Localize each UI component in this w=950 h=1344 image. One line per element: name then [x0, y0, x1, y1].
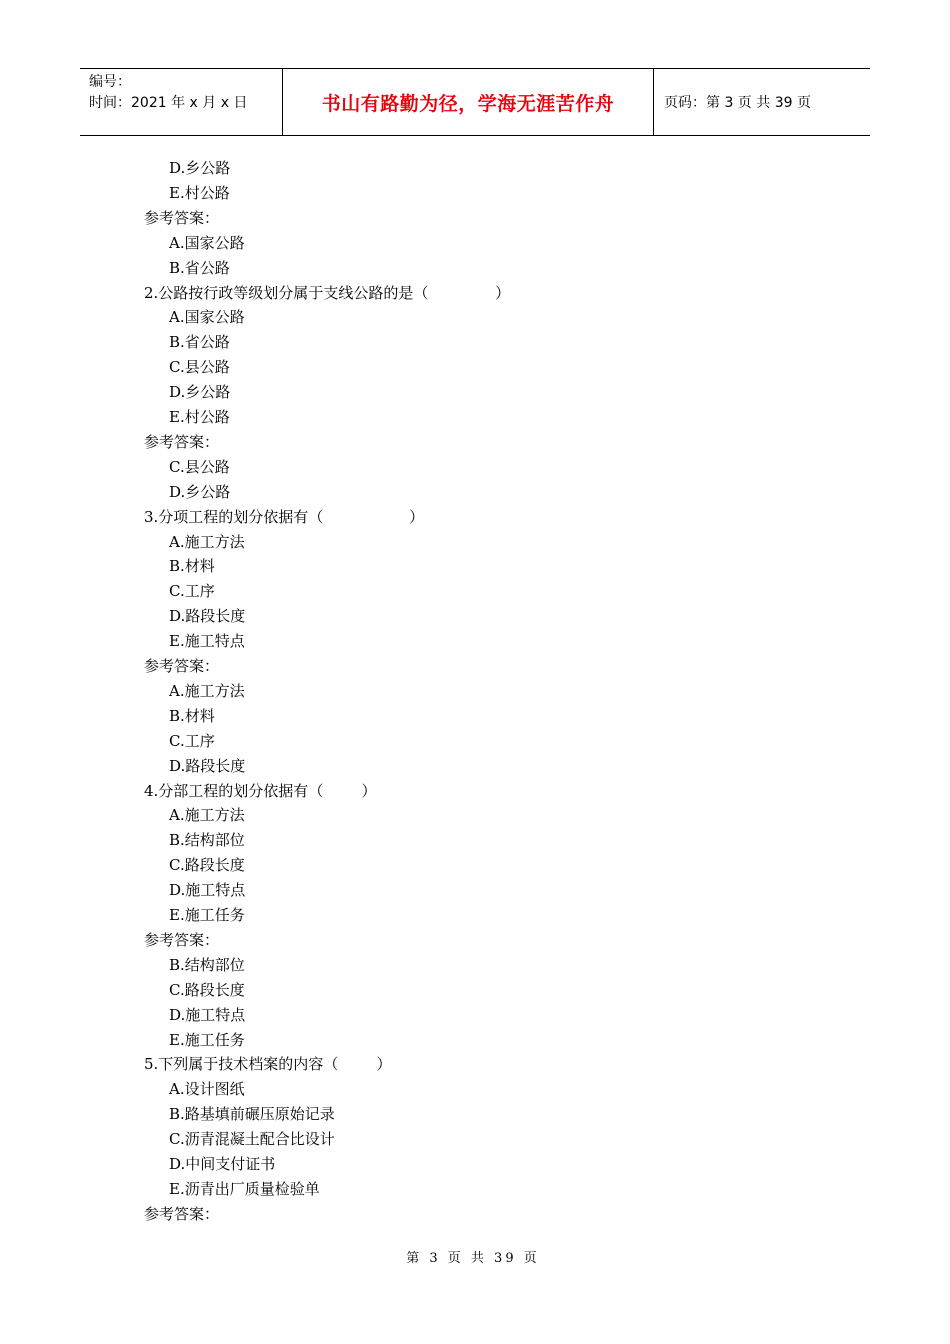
question-line: 参考答案：: [144, 930, 220, 949]
option-line: E.施工特点: [169, 632, 245, 651]
option-line: D.施工特点: [169, 881, 246, 900]
question-line: 2.公路按行政等级划分属于支线公路的是（ ）: [144, 283, 511, 302]
question-line: 参考答案：: [144, 432, 220, 451]
motto: 书山有路勤为径，学海无涯苦作舟: [321, 92, 615, 115]
option-line: E.施工任务: [169, 906, 245, 924]
option-line: E.村公路: [169, 408, 230, 426]
option-line: D.乡公路: [169, 383, 231, 402]
option-line: C.工序: [169, 731, 215, 750]
option-line: A.施工方法: [169, 532, 245, 551]
option-line: E.村公路: [169, 183, 230, 202]
option-line: A.施工方法: [169, 681, 245, 700]
option-line: C.工序: [169, 582, 215, 601]
option-line: D.路段长度: [169, 756, 246, 775]
page-header: [80, 68, 870, 136]
option-line: B.省公路: [169, 258, 230, 277]
option-line: D.施工特点: [169, 1005, 246, 1024]
page-footer: [0, 1247, 950, 1266]
time-label: 时间：2021 年 x 月 x 日: [89, 95, 248, 111]
option-line: B.结构部位: [169, 955, 245, 974]
option-line: B.路基填前碾压原始记录: [169, 1105, 335, 1124]
question-line: 参考答案：: [144, 657, 220, 675]
question-line: 4.分部工程的划分依据有（ ）: [144, 781, 377, 800]
option-line: A.施工方法: [169, 806, 245, 825]
option-line: C.县公路: [169, 457, 230, 476]
option-line: D.路段长度: [169, 607, 246, 626]
serial-label: 编号：: [89, 74, 131, 90]
option-line: C.路段长度: [169, 856, 245, 875]
option-line: D.中间支付证书: [169, 1155, 276, 1173]
page-info: 页码：第 3 页 共 39 页: [664, 95, 811, 111]
option-line: B.省公路: [169, 333, 230, 352]
question-line: 参考答案：: [144, 208, 220, 227]
option-line: B.结构部位: [169, 831, 245, 850]
header-motto-cell: [282, 69, 654, 135]
option-line: A.国家公路: [169, 308, 245, 327]
option-line: A.设计图纸: [169, 1080, 245, 1099]
footer-page-number: 第 3 页 共 39 页: [406, 1251, 540, 1266]
option-line: D.乡公路: [169, 159, 231, 177]
option-line: E.沥青出厂质量检验单: [169, 1179, 320, 1198]
option-line: B.材料: [169, 557, 215, 576]
option-line: C.沥青混凝土配合比设计: [169, 1130, 335, 1149]
header-page-info-cell: [654, 69, 870, 135]
question-line: 5.下列属于技术档案的内容（ ）: [144, 1055, 392, 1074]
option-line: E.施工任务: [169, 1030, 245, 1049]
option-line: D.乡公路: [169, 482, 231, 501]
question-line: 3.分项工程的划分依据有（ ）: [144, 507, 425, 526]
option-line: C.路段长度: [169, 980, 245, 999]
question-line: 参考答案：: [144, 1204, 220, 1223]
option-line: C.县公路: [169, 358, 230, 377]
header-meta: [80, 69, 282, 135]
option-line: B.材料: [169, 706, 215, 725]
option-line: A.国家公路: [169, 233, 245, 252]
